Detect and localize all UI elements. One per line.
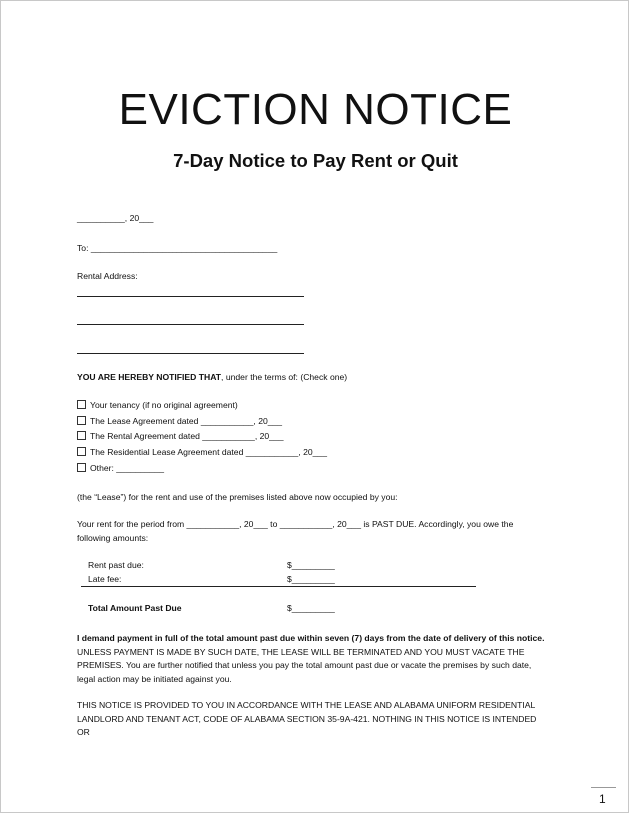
- option-lease-agreement[interactable]: [77, 415, 282, 427]
- checkbox-icon[interactable]: [77, 416, 86, 425]
- option-other[interactable]: [77, 462, 164, 474]
- option-tenancy[interactable]: [77, 399, 238, 411]
- checkbox-icon[interactable]: [77, 463, 86, 472]
- demand-bold: I demand payment in full of the total amount past due within seven (7) days from the date of delivery of this notice.: [77, 633, 545, 643]
- late-fee-value[interactable]: $_________: [287, 574, 335, 584]
- rental-address-label: Rental Address:: [77, 271, 138, 281]
- date-field[interactable]: __________, 20___: [77, 213, 154, 223]
- option-label: Other: __________: [90, 463, 165, 473]
- option-label: The Lease Agreement dated ___________, 20___: [90, 416, 283, 426]
- option-residential-lease[interactable]: [77, 446, 327, 458]
- total-divider: [81, 586, 476, 587]
- total-past-due-value[interactable]: $_________: [287, 603, 335, 613]
- option-rental-agreement[interactable]: [77, 430, 284, 442]
- rent-past-due-label: Rent past due:: [88, 560, 144, 570]
- rental-address-line-3[interactable]: [77, 353, 304, 354]
- checkbox-icon[interactable]: [77, 400, 86, 409]
- rent-period-paragraph: Your rent for the period from ___________, 20___ to ___________, 20___ is PAST DUE. Accordingly, you owe the following amounts:: [77, 519, 514, 543]
- lease-sentence: (the “Lease”) for the rent and use of the premises listed above now occupied by you:: [77, 492, 398, 502]
- notified-statement: [77, 371, 347, 383]
- option-label: The Rental Agreement dated ___________, 20___: [90, 431, 284, 441]
- rental-address-line-1[interactable]: [77, 296, 304, 297]
- demand-paragraph: [77, 632, 549, 686]
- rental-address-line-2[interactable]: [77, 324, 304, 325]
- option-label: The Residential Lease Agreement dated ___________, 20___: [90, 447, 327, 457]
- notified-rest: , under the terms of: (Check one): [221, 372, 348, 382]
- notified-bold: YOU ARE HEREBY NOTIFIED THAT: [77, 372, 222, 382]
- document-title: EVICTION NOTICE: [118, 85, 513, 134]
- late-fee-label: Late fee:: [88, 574, 122, 584]
- page-number-rule: [591, 787, 616, 788]
- checkbox-icon[interactable]: [77, 447, 86, 456]
- demand-rest: UNLESS PAYMENT IS MADE BY SUCH DATE, THE LEASE WILL BE TERMINATED AND YOU MUST VACATE THE PREMISES. You are further notified that unless you pay the total amount past due or vacate the premises by such date, legal action may be initiated against you.: [77, 646, 532, 684]
- statutory-notice-paragraph: THIS NOTICE IS PROVIDED TO YOU IN ACCORDANCE WITH THE LEASE AND ALABAMA UNIFORM RESIDENTIAL LANDLORD AND TENANT ACT, CODE OF ALABAMA SECTION 35-9A-421. NOTHING IN THIS NOTICE IS INTENDED OR: [77, 700, 537, 737]
- to-field[interactable]: To: _______________________________________: [77, 243, 278, 253]
- page-number: 1: [599, 792, 606, 806]
- rent-past-due-value[interactable]: $_________: [287, 560, 335, 570]
- checkbox-icon[interactable]: [77, 431, 86, 440]
- option-label: Your tenancy (if no original agreement): [90, 400, 238, 410]
- total-past-due-label: Total Amount Past Due: [88, 603, 182, 613]
- document-subtitle: 7-Day Notice to Pay Rent or Quit: [173, 150, 458, 171]
